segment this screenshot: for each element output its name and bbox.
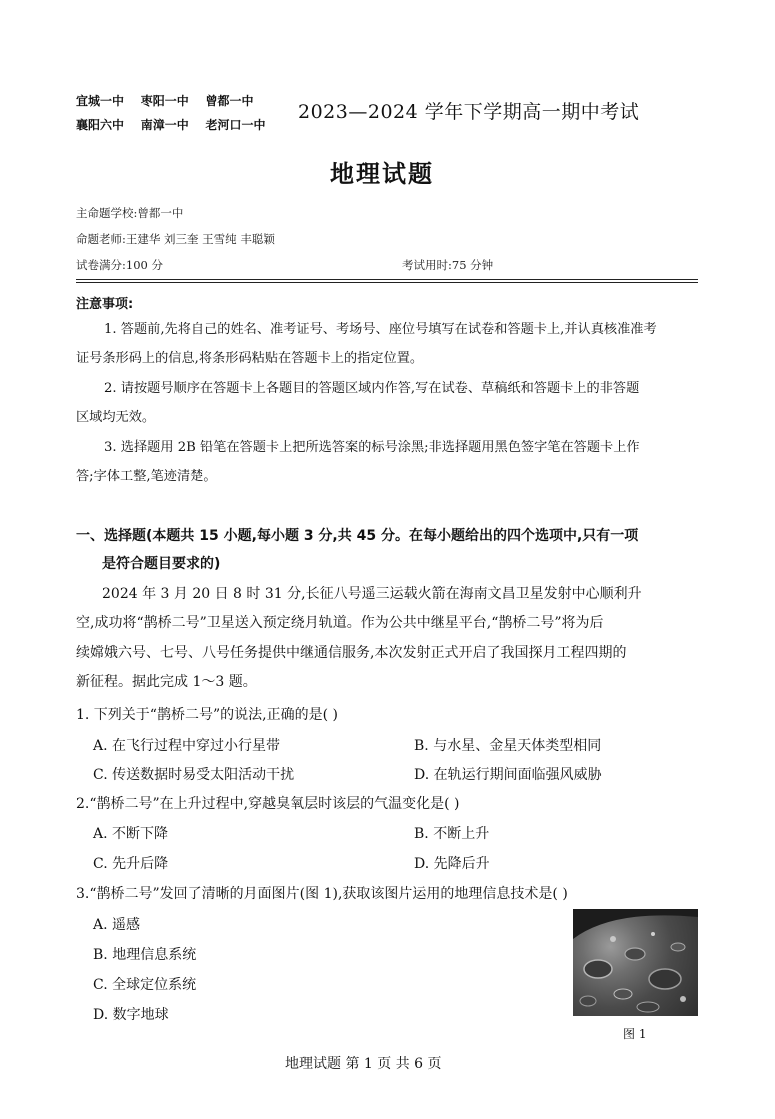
option-d: D. 在轨运行期间面临强风威胁 xyxy=(414,767,602,783)
passage-line: 续嫦娥六号、七号、八号任务提供中继通信服务,本次发射正式开启了我国探月工程四期的 xyxy=(76,645,627,661)
option-a: A. 在飞行过程中穿过小行星带 xyxy=(93,738,281,754)
exam-time: 考试用时:75 分钟 xyxy=(402,258,494,272)
option-c: C. 先升后降 xyxy=(93,856,169,872)
school-name: 南漳一中 xyxy=(140,118,189,132)
passage-line: 新征程。据此完成 1～3 题。 xyxy=(76,674,257,690)
notice-line: 证号条形码上的信息,将条形码粘贴在答题卡上的指定位置。 xyxy=(76,351,424,366)
exam-title: 2023—2024 学年下学期高一期中考试 xyxy=(298,101,640,123)
option-b: B. 不断上升 xyxy=(414,826,490,842)
notice-line: 3. 选择题用 2B 铅笔在答题卡上把所选答案的标号涂黑;非选择题用黑色签字笔在答题卡上作 xyxy=(104,440,640,455)
section-heading-cont: 是符合题目要求的) xyxy=(102,556,221,572)
school-list-row2 xyxy=(76,116,265,133)
notice-line: 1. 答题前,先将自己的姓名、准考证号、考场号、座位号填写在试卷和答题卡上,并认真核准准考 xyxy=(104,322,657,337)
option-c: C. 传送数据时易受太阳活动干扰 xyxy=(93,767,295,783)
notice-heading: 注意事项: xyxy=(76,297,134,312)
passage-line: 空,成功将“鹊桥二号”卫星送入预定绕月轨道。作为公共中继星平台,“鹊桥二号”将为后 xyxy=(76,615,604,631)
option-b: B. 地理信息系统 xyxy=(93,947,197,963)
moon-surface-photo xyxy=(573,909,698,1016)
school-list-row1 xyxy=(76,92,253,109)
teachers: 命题老师:王建华 刘三奎 王雪纯 丰聪颖 xyxy=(76,232,275,246)
section-heading: 一、选择题(本题共 15 小题,每小题 3 分,共 45 分。在每小题给出的四个选项中,只有一项 xyxy=(76,528,639,544)
divider xyxy=(76,279,698,280)
full-score: 试卷满分:100 分 xyxy=(76,258,163,272)
passage-line: 2024 年 3 月 20 日 8 时 31 分,长征八号遥三运载火箭在海南文昌卫星发射中心顺利升 xyxy=(102,586,642,602)
school-name: 曾都一中 xyxy=(205,94,254,108)
option-b: B. 与水星、金星天体类型相同 xyxy=(414,738,602,754)
option-a: A. 不断下降 xyxy=(93,826,169,842)
lead-school: 主命题学校:曾都一中 xyxy=(76,206,184,220)
school-name: 老河口一中 xyxy=(205,118,266,132)
school-name: 枣阳一中 xyxy=(140,94,189,108)
notice-line: 区域均无效。 xyxy=(76,410,156,425)
question-stem: 3.“鹊桥二号”发回了清晰的月面图片(图 1),获取该图片运用的地理信息技术是( ) xyxy=(76,886,568,902)
divider xyxy=(76,282,698,283)
school-name: 襄阳六中 xyxy=(76,118,125,132)
notice-line: 答;字体工整,笔迹清楚。 xyxy=(76,469,217,484)
option-d: D. 数字地球 xyxy=(93,1007,169,1023)
notice-line: 2. 请按题号顺序在答题卡上各题目的答题区域内作答,写在试卷、草稿纸和答题卡上的非答题 xyxy=(104,381,640,396)
option-c: C. 全球定位系统 xyxy=(93,977,197,993)
page-footer: 地理试题 第 1 页 共 6 页 xyxy=(285,1056,442,1072)
subject-title: 地理试题 xyxy=(330,160,434,188)
question-stem: 1. 下列关于“鹊桥二号”的说法,正确的是( ) xyxy=(76,707,338,723)
option-d: D. 先降后升 xyxy=(414,856,490,872)
question-stem: 2.“鹊桥二号”在上升过程中,穿越臭氧层时该层的气温变化是( ) xyxy=(76,796,460,812)
moon-craters-icon xyxy=(573,909,698,1016)
figure-caption: 图 1 xyxy=(623,1027,647,1041)
school-name: 宜城一中 xyxy=(76,94,125,108)
option-a: A. 遥感 xyxy=(93,917,141,933)
